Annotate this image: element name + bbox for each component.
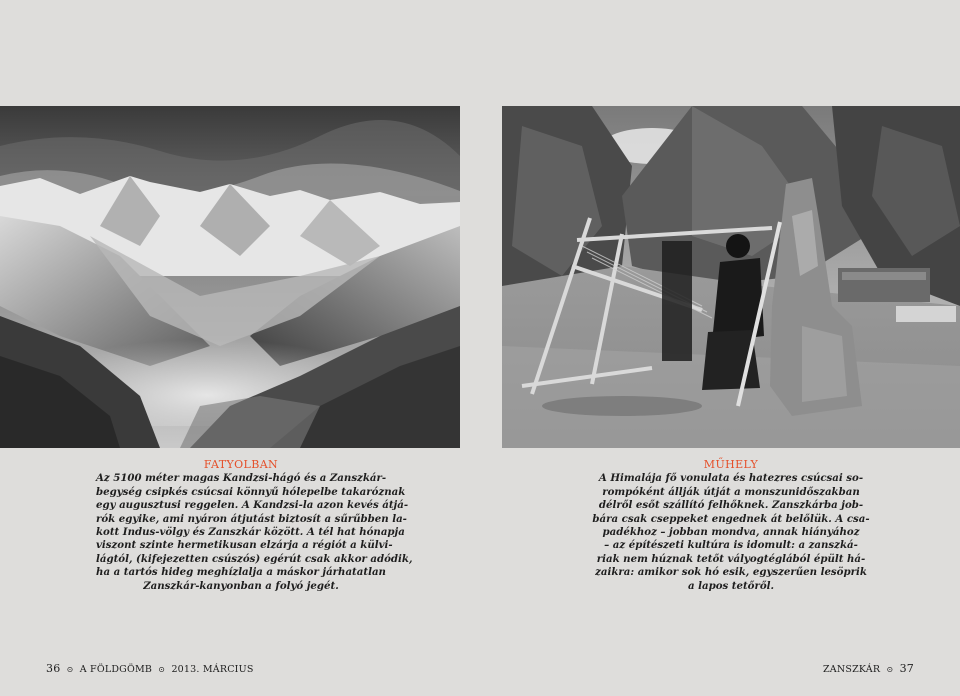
- separator-icon: ⊙: [66, 665, 74, 674]
- caption-title: FATYOLBAN: [203, 458, 279, 471]
- folio-left: [46, 662, 254, 675]
- caption-line: A Himalája fő vonulata és hatezres csúcsai so-: [598, 472, 864, 485]
- caption-line: riak nem húznak tetőt vályogtéglából épült há-: [596, 552, 866, 565]
- section-name: ZANSZKÁR: [823, 664, 881, 675]
- caption-line: zaikra: amikor sok hó esik, egyszerűen lesöprik: [595, 566, 867, 579]
- page-number: 36: [46, 662, 61, 675]
- separator-icon: ⊙: [158, 665, 166, 674]
- caption-line: padékhoz – jobban mondva, annak hiányához: [602, 526, 860, 539]
- caption-line: lágtól, (kifejezetten csúszós) egérút csak akkor adódik,: [96, 552, 413, 565]
- photo-weaver-loom: [502, 106, 960, 448]
- caption-line: délről esőt szállító felhőknek. Zanszkárba job-: [598, 499, 864, 512]
- caption-line: – az építészeti kultúra is idomult: a zanszká-: [604, 539, 858, 552]
- caption-line: bára csak cseppeket engednek át belőlük. A csa-: [592, 512, 870, 525]
- caption-line: Az 5100 méter magas Kandzsi-hágó és a Zanszkár-: [96, 472, 387, 485]
- caption-line: a lapos tetőről.: [687, 579, 775, 592]
- caption-line: ha a tartós hideg meghízlalja a máskor járhatatlan: [96, 566, 386, 579]
- caption-right: [586, 458, 876, 593]
- page-number: 37: [899, 662, 914, 675]
- issue-date: 2013. MÁRCIUS: [171, 664, 254, 675]
- caption-line: kott Indus-völgy és Zanszkár között. A tél hat hónapja: [96, 526, 405, 539]
- caption-line: Zanszkár-kanyonban a folyó jegét.: [143, 579, 339, 592]
- photo-mountains-fog: [0, 106, 460, 448]
- caption-title: MŰHELY: [703, 458, 759, 471]
- caption-line: rompóként állják útját a monszunidőszakban: [602, 485, 860, 498]
- caption-left: [96, 458, 413, 593]
- caption-line: egy augusztusi reggelen. A Kandzsi-la azon kevés átjá-: [96, 499, 409, 512]
- caption-line: rók egyike, ami nyáron átjutást biztosít a sűrűbben la-: [96, 512, 407, 525]
- separator-icon: ⊙: [886, 665, 894, 674]
- caption-line: begység csipkés csúcsai könnyű hólepelbe takaróznak: [96, 485, 406, 498]
- folio-right: [823, 662, 914, 675]
- magazine-name: A FÖLDGÖMB: [79, 664, 153, 675]
- caption-line: viszont szinte hermetikusan elzárja a régiót a külvi-: [96, 539, 393, 552]
